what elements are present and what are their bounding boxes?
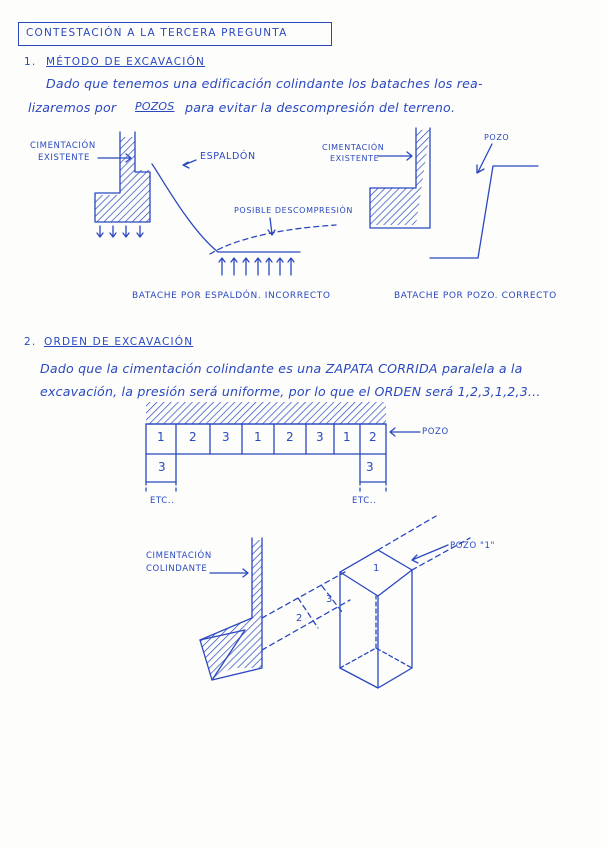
fig2-caption: BATACHE POR POZO. CORRECTO <box>394 291 557 301</box>
iso-cimentacion-l1: CIMENTACIÓN <box>146 551 212 561</box>
fig1-descompresion: POSIBLE DESCOMPRESIÓN <box>234 206 353 215</box>
strip-cell: 1 <box>254 430 262 444</box>
page-title: CONTESTACIÓN A LA TERCERA PREGUNTA <box>26 27 288 39</box>
section1-para-pozos: POZOS <box>135 100 175 113</box>
fig2-cimentacion-l1: CIMENTACIÓN <box>322 143 385 152</box>
iso-drawing <box>200 516 470 688</box>
fig1-drawing <box>95 132 336 275</box>
strip-cell: 1 <box>343 430 351 444</box>
strip-cell: 3 <box>222 430 230 444</box>
section2-number: 2. <box>24 336 37 348</box>
iso-cell2: 2 <box>296 613 303 624</box>
fig2-cimentacion-l2: EXISTENTE <box>330 154 380 163</box>
section2-para-line1: Dado que la cimentación colindante es una ZAPATA CORRIDA paralela a la <box>40 361 523 376</box>
section1-para-line1: Dado que tenemos una edificación colindante los bataches los rea- <box>46 76 483 91</box>
etc-left: ETC.. <box>150 496 175 506</box>
fig1-cimentacion-l2: EXISTENTE <box>38 153 90 163</box>
fig2-drawing <box>370 128 538 258</box>
fig2-pozo: POZO <box>484 133 510 142</box>
fig1-caption: BATACHE POR ESPALDÓN. INCORRECTO <box>132 291 331 301</box>
iso-cell3: 3 <box>326 594 333 605</box>
strip-below-right: 3 <box>366 460 374 474</box>
strip-cell: 2 <box>369 430 377 444</box>
section2-para-line2: excavación, la presión será uniforme, por lo que el ORDEN será 1,2,3,1,2,3... <box>40 384 541 399</box>
section1-para-line2b: para evitar la descompresión del terreno. <box>185 100 456 115</box>
strip-below-left: 3 <box>158 460 166 474</box>
strip-drawing <box>146 402 420 492</box>
section1-para-line2a: lizaremos por <box>28 100 117 115</box>
strip-cell: 1 <box>157 430 165 444</box>
etc-right: ETC.. <box>352 496 377 506</box>
iso-cell1: 1 <box>373 563 380 574</box>
section1-heading: MÉTODO DE EXCAVACIÓN <box>46 56 206 68</box>
iso-pozo1: POZO "1" <box>450 541 496 551</box>
iso-cimentacion-l2: COLINDANTE <box>146 564 208 574</box>
section1-number: 1. <box>24 56 37 68</box>
strip-cell: 2 <box>189 430 197 444</box>
section2-heading: ORDEN DE EXCAVACIÓN <box>44 336 194 348</box>
fig1-espaldon: ESPALDÓN <box>200 151 256 162</box>
strip-cell: 3 <box>316 430 324 444</box>
strip-cell: 2 <box>286 430 294 444</box>
strip-pozo-label: POZO <box>422 427 449 437</box>
fig1-cimentacion-l1: CIMENTACIÓN <box>30 141 96 151</box>
